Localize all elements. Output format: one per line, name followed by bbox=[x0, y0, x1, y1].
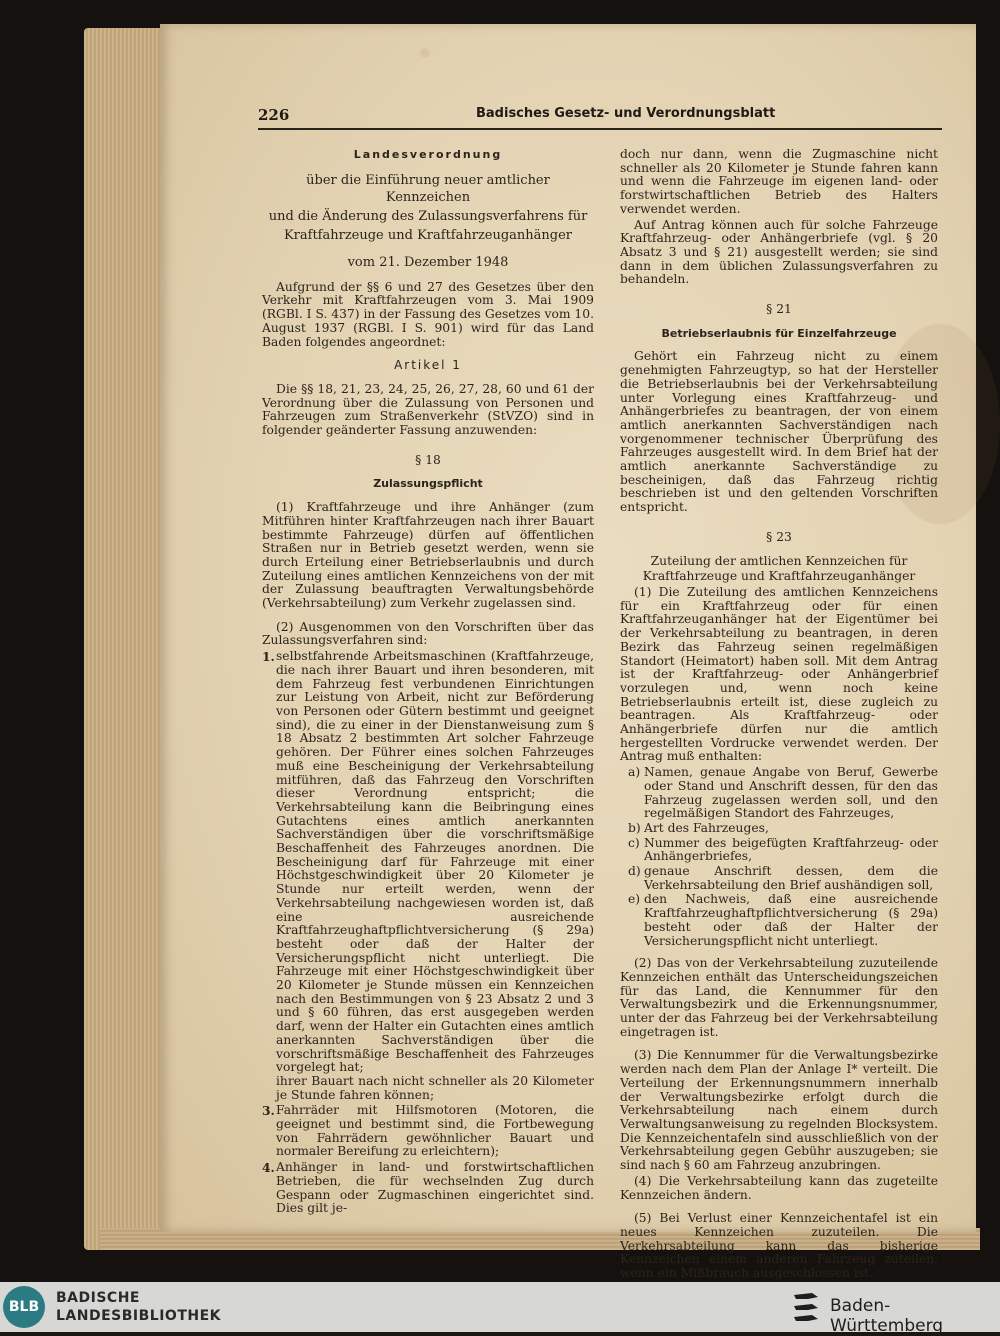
lions-emblem-icon bbox=[792, 1289, 820, 1325]
left-column bbox=[262, 148, 594, 1218]
article-heading: Artikel 1 bbox=[394, 358, 462, 373]
page-stack-edges bbox=[84, 28, 166, 1250]
list-item: d) genaue Anschrift dessen, dem die Verkehrsabteilung den Brief aushändigen soll, bbox=[628, 864, 938, 892]
list-item: a) Namen, genaue Angabe von Beruf, Gewerbe oder Stand und Anschrift dessen, für den das Fahrzeug zugelassen werden soll, und den regelmäßigen Standort des Fahrzeuges, bbox=[628, 765, 938, 821]
list-item: 3. Fahrräder mit Hilfsmotoren (Motoren, die geeignet und bestimmt sind, die Fortbewegung von Fahrrädern gewöhnlicher Bauart und normaler Bereifung zu erleichtern); bbox=[262, 1103, 594, 1159]
section-23-paragraph-4: (4) Die Verkehrsabteilung kann das zugeteilte Kennzeichen ändern. bbox=[620, 1173, 938, 1202]
section-23-paragraph-3: (3) Die Kennummer für die Verwaltungsbezirke werden nach dem Plan der Anlage I* verteilt. Die Verteilung der Erkennungsnummern innerhalb der Verwaltungsbezirke erfolgt durch die Verkehrsabteilung nach einem durch Verwaltungsanweisung zu regelnden Blocksystem. Die Kennzeichentafeln sind ausschließlich von der Verkehrsabteilung gegen Gebühr auszugeben; sie sind nach § 60 am Fahrzeug anzubringen. bbox=[620, 1048, 938, 1173]
list-item: b) Art des Fahrzeuges, bbox=[628, 820, 769, 835]
section-23-paragraph-5: (5) Bei Verlust einer Kennzeichentafel ist ein neues Kennzeichen zuzuteilen. Die Verkehrsabteilung kann das bisherige Kennzeichen einem anderen Fahrzeug zuteilen, wenn ein Mißbrauch ausgeschlossen ist. bbox=[620, 1211, 938, 1281]
section-21-text: Gehört ein Fahrzeug nicht zu einem genehmigten Fahrzeugtyp, so hat der Hersteller die Betriebserlaubnis bei der Verkehrsabteilung unter Vorlegung eines Kraftfahrzeug- und Anhängerbriefes zu beantragen, der von einem amtlich anerkannten Sachverständigen nach vorgenommener technischer Überprüfung des Fahrzeuges ausgestellt wird. In dem Brief hat der amtlich anerkannte Sachverständige zu bescheinigen, daß das Fahrzeug richtig beschrieben ist und den geltenden Vorschriften entspricht. bbox=[620, 349, 938, 515]
page-number: 226 bbox=[258, 106, 290, 124]
continued-text: doch nur dann, wenn die Zugmaschine nicht schneller als 20 Kilometer je Stunde fahren kann und wenn die Fahrzeuge im eigenen land- oder forstwirtschaftlichen Betrieb des Halters verwendet werden. bbox=[620, 147, 938, 216]
section-23-paragraph-2: (2) Das von der Verkehrsabteilung zuzuteilende Kennzeichen enthält das Unterscheidungszeichen für das Land, die Kennummer für den Verwaltungsbezirk und die Erkennungsnummer, unter der das Fahrzeug bei der Verkehrsabteilung eingetragen ist. bbox=[620, 956, 938, 1039]
running-title: Badisches Gesetz- und Verordnungsblatt bbox=[476, 106, 776, 121]
decree-subtitle-3: Kraftfahrzeuge und Kraftfahrzeuganhänger bbox=[283, 227, 573, 243]
section-21-number: § 21 bbox=[766, 302, 792, 317]
page-header bbox=[258, 106, 942, 128]
footer-bar bbox=[0, 1282, 1000, 1336]
section-18-title: Zulassungspflicht bbox=[373, 477, 483, 491]
exemption-list bbox=[262, 650, 594, 1216]
section-23-title-2: Kraftfahrzeuge und Kraftfahrzeuganhänger bbox=[642, 569, 916, 584]
list-item: 1. selbstfahrende Arbeitsmaschinen (Kraftfahrzeuge, die nach ihrer Bauart und ihren besonderen, mit dem Fahrzeug fest verbundenen Einrichtungen zur Leistung von Arbeit, nicht zur Beförderung von Personen oder Gütern bestimmt und geeignet sind), die zu einer in der Dienstanweisung zum § 18 Absatz 2 bestimmten Art solcher Fahrzeuge gehören. Der Führer eines solchen Fahrzeuges muß eine Bescheinigung der Verkehrsabteilung mitführen, daß das Fahrzeug den Vorschriften dieser Verordnung entspricht; die Verkehrsabteilung kann die Beibringung eines Gutachtens eines amtlich anerkannten Sachverständigen über die vorschriftsmäßige Beschaffenheit des Fahrzeuges anordnen. Die Bescheinigung darf für Fahrzeuge mit einer Höchstgeschwindigkeit über 20 Kilometer je Stunde nur erteilt werden, wenn der Verkehrsabteilung nachgewiesen worden ist, daß eine ausreichende Kraftfahrzeughaftpflichtversicherung (§ 29a) besteht oder daß der Halter der Versicherungspflicht nicht unterliegt. Die Fahrzeuge mit einer Höchstgeschwindigkeit über 20 Kilometer je Stunde müssen ein Kennzeichen nach den Bestimmungen von § 23 Absatz 2 und 3 und § 60 führen, das erst ausgegeben werden darf, wenn der Halter ein Gutachten eines amtlich anerkannten Sachverständigen über die vorschriftsmäßige Beschaffenheit des Fahrzeuges vorgelegt hat; ihrer Bauart nach nicht schneller als 20 Kilometer je Stunde fahren können; bbox=[262, 649, 594, 1102]
list-item: e) den Nachweis, daß eine ausreichende Kraftfahrzeughaftpflichtversicherung (§ 29a) besteht oder daß der Halter der Versicherungspflicht nicht unterliegt. bbox=[628, 892, 938, 948]
article-text: Die §§ 18, 21, 23, 24, 25, 26, 27, 28, 60 und 61 der Verordnung über die Zulassung von Personen und Fahrzeugen zum Straßenverkehr (StVZO) sind in folgender geänderter Fassung anzuwenden: bbox=[262, 381, 594, 438]
blb-logo-icon[interactable]: BLB bbox=[3, 1286, 45, 1328]
section-23-title-1: Zuteilung der amtlichen Kennzeichen für bbox=[650, 553, 908, 568]
blb-name-line-1: BADISCHE bbox=[56, 1290, 140, 1306]
section-18-number: § 18 bbox=[415, 452, 441, 467]
section-21-title: Betriebserlaubnis für Einzelfahrzeuge bbox=[661, 326, 897, 340]
preamble: Aufgrund der §§ 6 und 27 des Gesetzes über den Verkehr mit Kraftfahrzeugen vom 3. Mai 1909 (RGBl. I S. 437) in der Fassung des Gesetzes vom 10. August 1937 (RGBl. I S. 901) wird für das Land Baden folgendes angeordnet: bbox=[262, 279, 594, 349]
antrag-paragraph: Auf Antrag können auch für solche Fahrzeuge Kraftfahrzeug- oder Anhängerbriefe (vgl. § 20 Absatz 3 und § 21) ausgestellt werden; sie sind dann in dem üblichen Zulassungsverfahren zu behandeln. bbox=[620, 217, 938, 287]
section-23-number: § 23 bbox=[766, 529, 792, 544]
list-item: c) Nummer des beigefügten Kraftfahrzeug- oder Anhängerbriefes, bbox=[628, 835, 938, 864]
blb-name-line-2: LANDESBIBLIOTHEK bbox=[56, 1308, 222, 1324]
section-18-paragraph-1: (1) Kraftfahrzeuge und ihre Anhänger (zum Mitführen hinter Kraftfahrzeugen nach ihrer Bauart bestimmte Fahrzeuge) dürfen auf öffentlichen Straßen nur in Betrieb gesetzt werden, wenn sie durch Erteilung einer Betriebserlaubnis und durch Zuteilung eines amtlichen Kennzeichens von der mit der Zulassung beauftragten Verwaltungsbehörde (Verkehrsabteilung) zum Verkehr zugelassen sind. bbox=[262, 500, 594, 611]
right-column bbox=[620, 148, 938, 1313]
header-rule bbox=[258, 128, 942, 130]
decree-title: Landesverordnung bbox=[353, 148, 503, 161]
application-requirements-list bbox=[620, 766, 938, 948]
section-18-paragraph-2: (2) Ausgenommen von den Vorschriften über das Zulassungsverfahren sind: bbox=[262, 619, 594, 648]
decree-subtitle-1: über die Einführung neuer amtlicher Kennzeichen bbox=[306, 172, 550, 205]
decree-date: vom 21. Dezember 1948 bbox=[347, 254, 509, 270]
decree-subtitle-2: und die Änderung des Zulassungsverfahrens für bbox=[268, 208, 588, 224]
bw-label[interactable]: Baden-Württemberg bbox=[830, 1296, 944, 1336]
section-23-paragraph-1: (1) Die Zuteilung des amtlichen Kennzeichens für ein Kraftfahrzeug oder für einen Kraftfahrzeuganhänger hat der Eigentümer bei der Verkehrsabteilung zu beantragen, in deren Bezirk das Fahrzeug seinen regelmäßigen Standort (Heimatort) haben soll. Mit dem Antrag ist der Kraftfahrzeug- oder Anhängerbrief vorzulegen und, wenn noch keine Betriebserlaubnis erteilt ist, diese zugleich zu beantragen. Als Kraftfahrzeug- oder Anhängerbriefe dürfen nur die amtlich hergestellten Vordrucke verwendet werden. Der Antrag muß enthalten: bbox=[620, 584, 938, 764]
list-item: 4. Anhänger in land- und forstwirtschaftlichen Betrieben, die für wechselnden Zug durch Gespann oder Zugmaschinen eingerichtet sind. Dies gilt je- bbox=[262, 1160, 594, 1216]
